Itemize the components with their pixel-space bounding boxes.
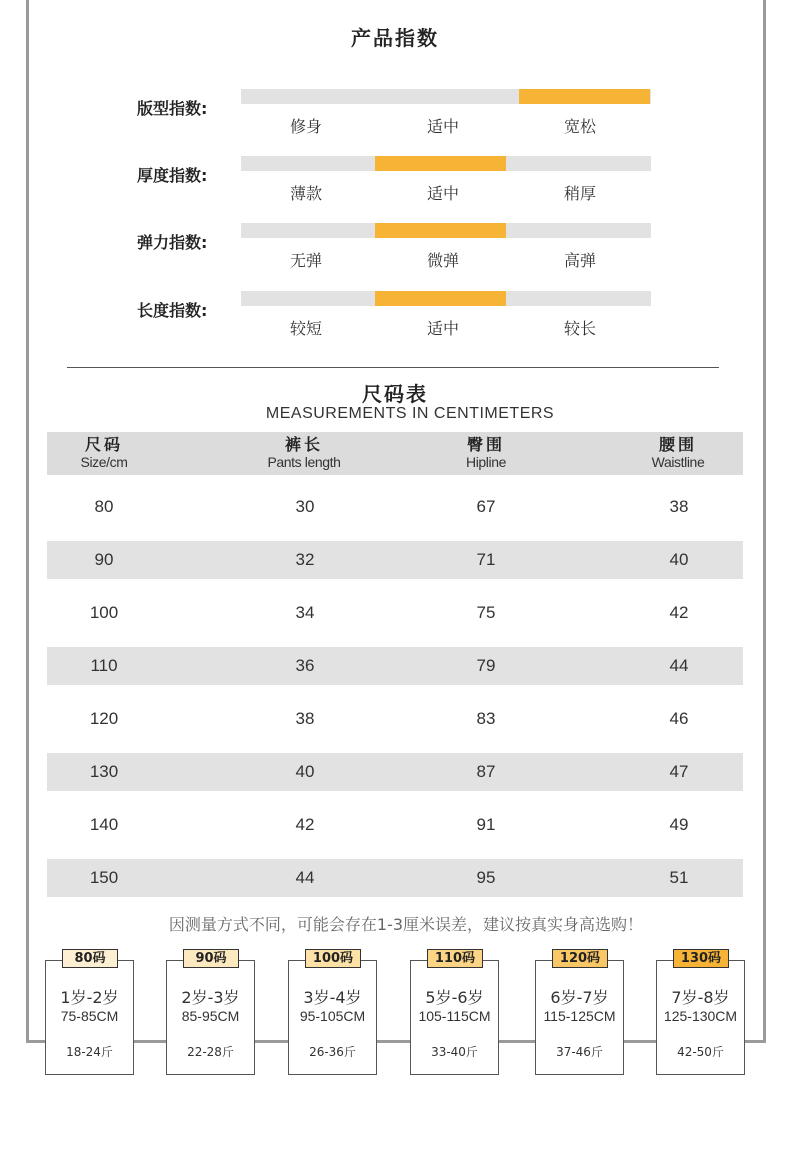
size-card-height: 105-115CM	[418, 1008, 491, 1024]
table-cell: 36	[295, 656, 315, 675]
table-cell: 51	[669, 868, 689, 887]
size-card-weight: 22-28斤	[187, 1045, 234, 1059]
size-card	[656, 960, 745, 1075]
table-cell: 120	[89, 709, 119, 728]
table-cell: 40	[295, 762, 315, 781]
table-cell: 140	[89, 815, 119, 834]
header-hipline: 臀围 Hipline	[466, 435, 506, 470]
size-card-weight: 33-40斤	[431, 1045, 478, 1059]
table-cell: 100	[89, 603, 119, 622]
size-card-tag: 130码	[673, 949, 729, 968]
size-card-height: 85-95CM	[181, 1008, 240, 1024]
frame-left-line	[26, 0, 29, 1042]
index-option: 微弹	[426, 251, 459, 270]
size-card-age: 6岁-7岁	[550, 988, 609, 1007]
size-card-age: 7岁-8岁	[671, 988, 730, 1007]
frame-bottom-line	[26, 1040, 766, 1043]
measurement-note: 因测量方式不同，可能会存在1-3厘米误差，建议按真实身高选购！	[168, 915, 644, 934]
size-card	[535, 960, 624, 1075]
size-card-weight: 18-24斤	[66, 1045, 113, 1059]
size-card-height: 125-130CM	[663, 1008, 738, 1024]
index-bar-highlight	[375, 291, 506, 306]
table-cell: 34	[295, 603, 315, 622]
index-option: 适中	[426, 319, 459, 338]
size-card-age: 5岁-6岁	[425, 988, 484, 1007]
size-card-tag: 100码	[305, 949, 361, 968]
size-card-weight: 42-50斤	[677, 1045, 724, 1059]
table-row	[47, 647, 743, 685]
size-chart-subtitle: MEASUREMENTS IN CENTIMETERS	[265, 405, 555, 422]
index-option: 较长	[563, 319, 596, 338]
table-cell: 80	[94, 497, 114, 516]
size-card-tag: 90码	[183, 949, 239, 968]
table-cell: 49	[669, 815, 689, 834]
index-option: 高弹	[563, 251, 596, 270]
index-bar	[241, 89, 651, 104]
size-card-weight: 37-46斤	[556, 1045, 603, 1059]
table-row	[47, 594, 743, 632]
index-label: 版型指数:	[137, 99, 208, 118]
size-card-age: 1岁-2岁	[60, 988, 119, 1007]
index-option: 无弹	[289, 251, 322, 270]
table-cell: 83	[476, 709, 496, 728]
index-option: 宽松	[563, 117, 596, 136]
index-label: 长度指数:	[137, 301, 208, 320]
index-bar-highlight	[519, 89, 650, 104]
frame-right-line	[763, 0, 766, 1042]
size-card-tag: 110码	[427, 949, 483, 968]
index-bar-highlight	[375, 156, 506, 171]
table-cell: 38	[295, 709, 315, 728]
header-pants-length: 裤长 Pants length	[267, 435, 341, 470]
table-cell: 90	[94, 550, 114, 569]
index-option: 稍厚	[563, 184, 596, 203]
table-cell: 30	[295, 497, 315, 516]
table-cell: 46	[669, 709, 689, 728]
header-size: 尺码 Size/cm	[80, 435, 128, 470]
header-waistline: 腰围 Waistline	[651, 435, 705, 470]
index-label: 弹力指数:	[137, 233, 208, 252]
index-option: 薄款	[289, 184, 322, 203]
index-bar-highlight	[375, 223, 506, 238]
table-cell: 71	[476, 550, 496, 569]
table-cell: 79	[476, 656, 496, 675]
size-card-weight: 26-36斤	[309, 1045, 356, 1059]
index-bar	[241, 156, 651, 171]
size-card-height: 75-85CM	[60, 1008, 119, 1024]
table-cell: 95	[476, 868, 496, 887]
table-row	[47, 541, 743, 579]
table-row	[47, 753, 743, 791]
table-row	[47, 806, 743, 844]
table-cell: 67	[476, 497, 496, 516]
index-option: 适中	[426, 117, 459, 136]
table-row	[47, 488, 743, 526]
table-cell: 87	[476, 762, 496, 781]
index-option: 适中	[426, 184, 459, 203]
table-cell: 91	[476, 815, 496, 834]
size-card-height: 115-125CM	[543, 1008, 616, 1024]
section-divider	[67, 367, 719, 368]
size-card-tag: 120码	[552, 949, 608, 968]
size-table-header	[47, 432, 743, 475]
table-cell: 47	[669, 762, 689, 781]
table-cell: 42	[669, 603, 689, 622]
size-card-height: 95-105CM	[299, 1008, 366, 1024]
index-bar	[241, 223, 651, 238]
table-cell: 38	[669, 497, 689, 516]
table-cell: 32	[295, 550, 315, 569]
index-label: 厚度指数:	[137, 166, 208, 185]
table-cell: 42	[295, 815, 315, 834]
index-bar	[241, 291, 651, 306]
size-card-age: 3岁-4岁	[303, 988, 362, 1007]
product-index-title: 产品指数	[351, 26, 439, 50]
size-chart-title: 尺码表	[362, 382, 428, 406]
table-cell: 44	[295, 868, 315, 887]
table-cell: 44	[669, 656, 689, 675]
size-card	[166, 960, 255, 1075]
table-cell: 130	[89, 762, 119, 781]
index-option: 修身	[289, 117, 322, 136]
table-cell: 40	[669, 550, 689, 569]
size-card	[45, 960, 134, 1075]
table-row	[47, 700, 743, 738]
table-cell: 150	[89, 868, 119, 887]
size-card	[410, 960, 499, 1075]
table-cell: 75	[476, 603, 496, 622]
index-option: 较短	[289, 319, 322, 338]
size-card	[288, 960, 377, 1075]
size-card-tag: 80码	[62, 949, 118, 968]
size-card-age: 2岁-3岁	[181, 988, 240, 1007]
table-cell: 110	[90, 656, 118, 675]
table-row	[47, 859, 743, 897]
